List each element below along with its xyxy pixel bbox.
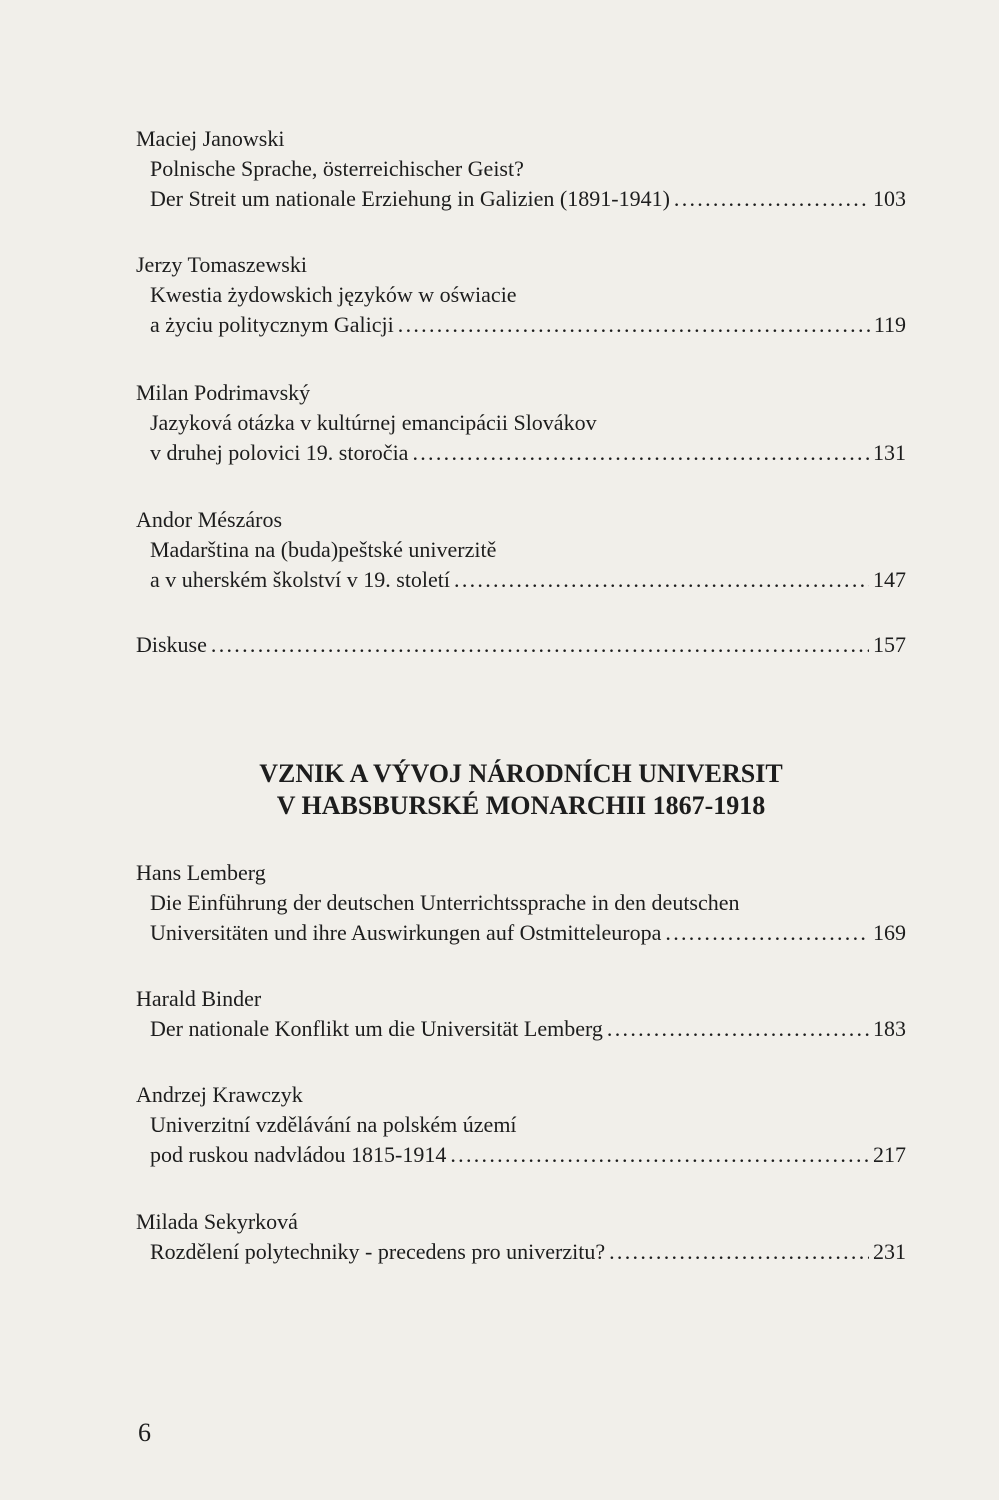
toc-entry xyxy=(136,1080,906,1170)
dot-leader xyxy=(398,310,870,340)
dot-leader xyxy=(609,1237,869,1267)
section-heading-line-1: VZNIK A VÝVOJ NÁRODNÍCH UNIVERSIT xyxy=(259,759,783,788)
entry-title-last-line xyxy=(136,438,906,468)
entry-title-text: v druhej polovici 19. storočia xyxy=(150,440,409,465)
page-number: 119 xyxy=(873,312,906,337)
page-number: 217 xyxy=(873,1142,906,1167)
entry-author: Jerzy Tomaszewski xyxy=(136,252,307,277)
dot-leader xyxy=(450,1140,869,1170)
dot-leader xyxy=(665,918,869,948)
entry-title-line: Jazyková otázka v kultúrnej emancipácii Slovákov xyxy=(150,410,597,435)
entry-title-text: Der Streit um nationale Erziehung in Galizien (1891-1941) xyxy=(150,186,670,211)
entry-author: Milan Podrimavský xyxy=(136,380,311,405)
entry-title-last-line xyxy=(136,1237,906,1267)
entry-title-last-line xyxy=(136,310,906,340)
toc-entry xyxy=(136,250,906,340)
entry-title-last-line xyxy=(136,184,906,214)
entry-title-line: Univerzitní vzdělávání na polském území xyxy=(150,1112,517,1137)
page-number: 147 xyxy=(873,567,906,592)
toc-entry xyxy=(136,124,906,214)
entry-author: Hans Lemberg xyxy=(136,860,266,885)
entry-author: Harald Binder xyxy=(136,986,262,1011)
page-number: 131 xyxy=(873,440,906,465)
page-number: 231 xyxy=(873,1239,906,1264)
entry-author: Maciej Janowski xyxy=(136,126,285,151)
page-number: 169 xyxy=(873,920,906,945)
page-number: 103 xyxy=(873,186,906,211)
entry-title-text: Der nationale Konflikt um die Universität Lemberg xyxy=(150,1016,603,1041)
toc-entry-discussion xyxy=(136,630,906,660)
entry-title-line: Kwestia żydowskich języków w oświacie xyxy=(150,282,517,307)
page-folio: 6 xyxy=(138,1418,151,1447)
toc-entry xyxy=(136,505,906,595)
entry-title-last-line xyxy=(136,1014,906,1044)
page-number: 157 xyxy=(873,632,906,657)
toc-entry xyxy=(136,984,906,1044)
toc-entry xyxy=(136,1207,906,1267)
discussion-line xyxy=(136,630,906,660)
discussion-label: Diskuse xyxy=(136,632,207,657)
toc-entry xyxy=(136,858,906,948)
entry-author: Andor Mészáros xyxy=(136,507,283,532)
entry-title-line: Die Einführung der deutschen Unterrichtssprache in den deutschen xyxy=(150,890,740,915)
dot-leader xyxy=(607,1014,869,1044)
entry-title-text: Rozdělení polytechniky - precedens pro univerzitu? xyxy=(150,1239,606,1264)
dot-leader xyxy=(211,630,869,660)
entry-author: Milada Sekyrková xyxy=(136,1209,298,1234)
entry-title-text: a v uherském školství v 19. století xyxy=(150,567,451,592)
entry-title-text: Universitäten und ihre Auswirkungen auf Ostmitteleuropa xyxy=(150,920,662,945)
entry-title-last-line xyxy=(136,918,906,948)
section-heading-line-2: V HABSBURSKÉ MONARCHII 1867-1918 xyxy=(276,791,766,820)
entry-author: Andrzej Krawczyk xyxy=(136,1082,303,1107)
dot-leader xyxy=(454,565,869,595)
entry-title-last-line xyxy=(136,1140,906,1170)
dot-leader xyxy=(674,184,869,214)
entry-title-last-line xyxy=(136,565,906,595)
section-heading xyxy=(136,758,906,822)
entry-title-line: Polnische Sprache, österreichischer Geist? xyxy=(150,156,524,181)
entry-title-text: pod ruskou nadvládou 1815-1914 xyxy=(150,1142,447,1167)
page-number: 183 xyxy=(873,1016,906,1041)
toc-entry xyxy=(136,378,906,468)
entry-title-line: Madarština na (buda)peštské univerzitě xyxy=(150,537,497,562)
dot-leader xyxy=(412,438,869,468)
entry-title-text: a życiu politycznym Galicji xyxy=(150,312,394,337)
